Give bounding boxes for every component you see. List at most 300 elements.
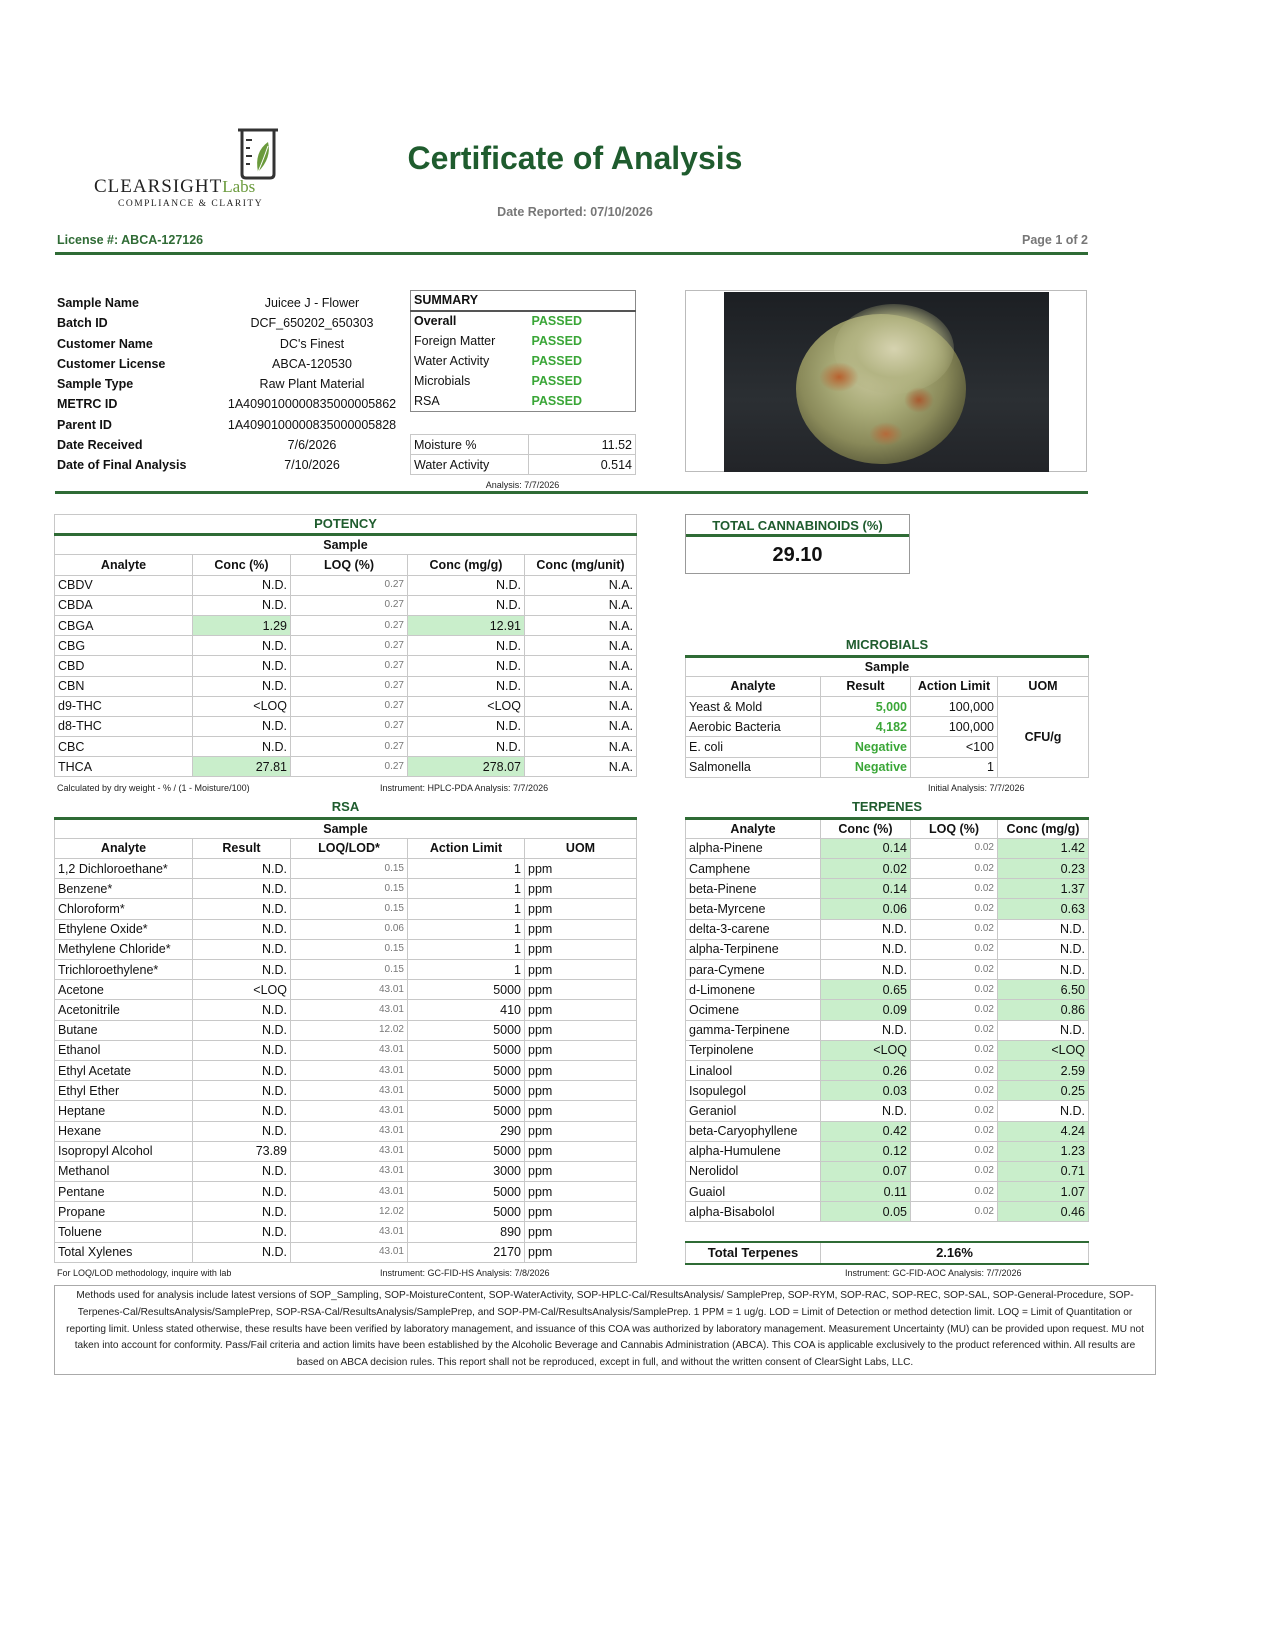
analyte-name: CBGA — [55, 615, 193, 635]
table-row — [55, 919, 637, 939]
sample-info-row — [57, 334, 412, 354]
conc-mg-g: N.D. — [998, 960, 1089, 980]
loq-value: 0.02 — [911, 1000, 998, 1020]
loq-value: 0.02 — [911, 919, 998, 939]
table-row — [55, 1121, 637, 1141]
uom-value: ppm — [525, 939, 637, 959]
loq-value: 43.01 — [291, 1101, 408, 1121]
conc-mg-g: N.D. — [998, 939, 1089, 959]
conc-mg-unit: N.A. — [525, 575, 637, 595]
analyte-name: alpha-Pinene — [686, 838, 821, 858]
loq-value: 0.02 — [911, 1101, 998, 1121]
loq-value: 0.15 — [291, 960, 408, 980]
loq-value: 0.02 — [911, 1081, 998, 1101]
table-row — [55, 696, 637, 716]
logo-tagline: COMPLIANCE & CLARITY — [118, 199, 264, 209]
conc-mg-g: 0.23 — [998, 859, 1089, 879]
conc-percent: <LOQ — [821, 1040, 911, 1060]
sample-info — [57, 293, 412, 476]
loq-value: 0.02 — [911, 939, 998, 959]
analyte-name: Acetone — [55, 980, 193, 1000]
table-row — [686, 1040, 1089, 1060]
microbial-result: 4,182 — [821, 717, 911, 737]
loq-value: 0.02 — [911, 1121, 998, 1141]
summary-status: PASSED — [531, 394, 582, 409]
loq-value: 0.27 — [291, 737, 408, 757]
conc-mg-g: N.D. — [408, 676, 525, 696]
potency-note-right: Instrument: HPLC-PDA Analysis: 7/7/2026 — [380, 783, 549, 793]
analyte-name: CBDA — [55, 595, 193, 615]
summary-label: Foreign Matter — [414, 333, 496, 348]
loq-value: 0.02 — [911, 1141, 998, 1161]
analyte-name: delta-3-carene — [686, 919, 821, 939]
table-row — [55, 1000, 637, 1020]
action-limit: 2170 — [408, 1242, 525, 1262]
analyte-name: Ethyl Acetate — [55, 1060, 193, 1080]
sample-info-row — [57, 435, 412, 455]
table-row — [686, 1101, 1089, 1121]
table-row — [686, 1000, 1089, 1020]
table-row — [686, 899, 1089, 919]
rsa-result: N.D. — [193, 1101, 291, 1121]
loq-value: 0.27 — [291, 757, 408, 777]
total-cannabinoids-title: TOTAL CANNABINOIDS (%) — [686, 515, 909, 537]
action-limit: 100,000 — [911, 697, 998, 717]
rsa-result: N.D. — [193, 899, 291, 919]
conc-mg-g: N.D. — [998, 1101, 1089, 1121]
conc-percent: 0.12 — [821, 1141, 911, 1161]
terpenes-table — [685, 798, 1089, 1222]
summary-analysis-note: Analysis: 7/7/2026 — [485, 480, 560, 490]
analyte-name: Ocimene — [686, 1000, 821, 1020]
column-header: Analyte — [55, 838, 193, 858]
column-header-row — [55, 838, 637, 858]
action-limit: 1 — [911, 757, 998, 777]
summary-row — [411, 371, 636, 391]
table-row — [55, 1182, 637, 1202]
conc-mg-unit: N.A. — [525, 737, 637, 757]
analyte-name: Ethanol — [55, 1040, 193, 1060]
loq-value: 0.06 — [291, 919, 408, 939]
conc-percent: <LOQ — [193, 696, 291, 716]
column-header: Conc (%) — [821, 818, 911, 838]
loq-value: 0.27 — [291, 676, 408, 696]
conc-mg-g: 0.63 — [998, 899, 1089, 919]
conc-percent: 0.09 — [821, 1000, 911, 1020]
table-row — [55, 859, 637, 879]
action-limit: 5000 — [408, 1182, 525, 1202]
table-row — [55, 1222, 637, 1242]
conc-percent: N.D. — [821, 1101, 911, 1121]
analyte-name: Ethylene Oxide* — [55, 919, 193, 939]
conc-mg-g: <LOQ — [408, 696, 525, 716]
summary-label: Water Activity — [414, 354, 490, 369]
rsa-note-left: For LOQ/LOD methodology, inquire with lab — [57, 1268, 232, 1278]
action-limit: 100,000 — [911, 717, 998, 737]
conc-percent: 0.14 — [821, 838, 911, 858]
analyte-name: Acetonitrile — [55, 1000, 193, 1020]
rsa-result: N.D. — [193, 879, 291, 899]
action-limit: 1 — [408, 960, 525, 980]
conc-mg-g: 0.71 — [998, 1161, 1089, 1181]
uom-value: ppm — [525, 1000, 637, 1020]
table-row — [686, 1202, 1089, 1222]
analyte-name: Methanol — [55, 1161, 193, 1181]
conc-percent: N.D. — [193, 575, 291, 595]
water-activity-label: Water Activity — [411, 455, 529, 475]
action-limit: 1 — [408, 939, 525, 959]
column-header: LOQ (%) — [291, 555, 408, 575]
summary-row — [411, 331, 636, 351]
loq-value: 0.15 — [291, 899, 408, 919]
action-limit: 410 — [408, 1000, 525, 1020]
summary-table — [410, 290, 636, 412]
sample-info-value: 1A4090100000835000005862 — [227, 397, 397, 412]
column-header: UOM — [998, 676, 1089, 696]
analyte-name: Yeast & Mold — [686, 697, 821, 717]
analyte-name: 1,2 Dichloroethane* — [55, 859, 193, 879]
potency-table — [54, 514, 637, 777]
table-row — [55, 1040, 637, 1060]
action-limit: 5000 — [408, 1202, 525, 1222]
table-row — [55, 980, 637, 1000]
page-number: Page 1 of 2 — [1022, 233, 1088, 247]
uom-value: ppm — [525, 1060, 637, 1080]
analyte-name: gamma-Terpinene — [686, 1020, 821, 1040]
rsa-note-right: Instrument: GC-FID-HS Analysis: 7/8/2026 — [380, 1268, 550, 1278]
analyte-name: d8-THC — [55, 716, 193, 736]
conc-mg-g: 4.24 — [998, 1121, 1089, 1141]
summary-status: PASSED — [531, 374, 582, 389]
analyte-name: Chloroform* — [55, 899, 193, 919]
conc-percent: N.D. — [193, 716, 291, 736]
terpenes-title: TERPENES — [686, 798, 1089, 818]
rsa-title: RSA — [55, 798, 637, 818]
rsa-result: <LOQ — [193, 980, 291, 1000]
rsa-result: N.D. — [193, 1222, 291, 1242]
sample-info-row — [57, 354, 412, 374]
conc-percent: 0.65 — [821, 980, 911, 1000]
sample-info-label: Sample Type — [57, 377, 134, 392]
loq-value: 43.01 — [291, 1000, 408, 1020]
sample-info-label: Date of Final Analysis — [57, 458, 187, 473]
summary-label: Microbials — [414, 374, 471, 389]
table-row — [686, 1020, 1089, 1040]
water-activity-value: 0.514 — [529, 455, 636, 475]
table-row — [686, 1121, 1089, 1141]
rsa-result: N.D. — [193, 1121, 291, 1141]
action-limit: 5000 — [408, 1081, 525, 1101]
loq-value: 0.27 — [291, 656, 408, 676]
analyte-name: CBDV — [55, 575, 193, 595]
column-header: LOQ/LOD* — [291, 838, 408, 858]
action-limit: 890 — [408, 1222, 525, 1242]
column-header: Analyte — [686, 818, 821, 838]
microbial-result: 5,000 — [821, 697, 911, 717]
uom-value: ppm — [525, 960, 637, 980]
conc-percent: 0.07 — [821, 1161, 911, 1181]
rsa-table — [54, 798, 637, 1263]
analyte-name: Guaiol — [686, 1182, 821, 1202]
analyte-name: Hexane — [55, 1121, 193, 1141]
conc-mg-g: 1.23 — [998, 1141, 1089, 1161]
table-row — [55, 575, 637, 595]
conc-mg-g: N.D. — [408, 737, 525, 757]
conc-mg-g: 1.42 — [998, 838, 1089, 858]
action-limit: 290 — [408, 1121, 525, 1141]
uom-value: ppm — [525, 1101, 637, 1121]
conc-mg-g: N.D. — [408, 656, 525, 676]
table-row — [686, 859, 1089, 879]
loq-value: 43.01 — [291, 1161, 408, 1181]
conc-mg-g: 6.50 — [998, 980, 1089, 1000]
rsa-result: N.D. — [193, 1242, 291, 1262]
column-header: UOM — [525, 838, 637, 858]
conc-mg-unit: N.A. — [525, 615, 637, 635]
conc-mg-g: 1.37 — [998, 879, 1089, 899]
table-row — [686, 1081, 1089, 1101]
conc-percent: N.D. — [193, 737, 291, 757]
summary-row — [411, 311, 636, 331]
table-row — [55, 1081, 637, 1101]
conc-percent: 1.29 — [193, 615, 291, 635]
analyte-name: alpha-Bisabolol — [686, 1202, 821, 1222]
analyte-name: Methylene Chloride* — [55, 939, 193, 959]
uom-value: ppm — [525, 1202, 637, 1222]
analyte-name: Camphene — [686, 859, 821, 879]
loq-value: 0.02 — [911, 859, 998, 879]
analyte-name: CBC — [55, 737, 193, 757]
conc-mg-g: N.D. — [408, 716, 525, 736]
rsa-result: N.D. — [193, 1020, 291, 1040]
analyte-name: Benzene* — [55, 879, 193, 899]
sample-info-label: Parent ID — [57, 417, 112, 432]
table-row — [686, 919, 1089, 939]
conc-percent: N.D. — [193, 676, 291, 696]
summary-row — [411, 391, 636, 411]
loq-value: 0.02 — [911, 1202, 998, 1222]
conc-mg-unit: N.A. — [525, 636, 637, 656]
conc-mg-g: 12.91 — [408, 615, 525, 635]
analyte-name: Aerobic Bacteria — [686, 717, 821, 737]
loq-value: 43.01 — [291, 1081, 408, 1101]
loq-value: 0.02 — [911, 1161, 998, 1181]
conc-mg-g: 0.46 — [998, 1202, 1089, 1222]
sample-info-row — [57, 455, 412, 475]
date-reported: Date Reported: 07/10/2026 — [497, 205, 653, 219]
table-row — [55, 1101, 637, 1121]
logo-wordmark: CLEARSIGHTLabs — [94, 176, 256, 197]
loq-value: 0.27 — [291, 716, 408, 736]
table-row — [55, 939, 637, 959]
total-terpenes-value: 2.16% — [821, 1242, 1089, 1264]
rsa-result: N.D. — [193, 960, 291, 980]
microbials-title: MICROBIALS — [686, 636, 1089, 656]
table-row — [55, 1141, 637, 1161]
sample-info-row — [57, 293, 412, 313]
sample-info-value: DCF_650202_650303 — [250, 316, 374, 331]
summary-status: PASSED — [531, 354, 582, 369]
table-row — [55, 757, 637, 777]
analyte-name: alpha-Terpinene — [686, 939, 821, 959]
loq-value: 12.02 — [291, 1020, 408, 1040]
loq-value: 0.02 — [911, 980, 998, 1000]
microbial-result: Negative — [821, 757, 911, 777]
table-row — [686, 879, 1089, 899]
loq-value: 0.27 — [291, 636, 408, 656]
conc-percent: 0.06 — [821, 899, 911, 919]
conc-percent: 0.14 — [821, 879, 911, 899]
analyte-name: d9-THC — [55, 696, 193, 716]
uom-value: ppm — [525, 1040, 637, 1060]
column-header: Conc (mg/g) — [998, 818, 1089, 838]
table-row — [55, 1202, 637, 1222]
sample-info-value: 7/6/2026 — [287, 438, 337, 453]
analyte-name: beta-Myrcene — [686, 899, 821, 919]
conc-mg-g: 1.07 — [998, 1182, 1089, 1202]
loq-value: 0.27 — [291, 615, 408, 635]
loq-value: 43.01 — [291, 1121, 408, 1141]
microbials-note: Initial Analysis: 7/7/2026 — [928, 783, 1025, 793]
analyte-name: E. coli — [686, 737, 821, 757]
moisture-table — [410, 434, 636, 475]
table-row — [686, 980, 1089, 1000]
analyte-name: Linalool — [686, 1060, 821, 1080]
conc-mg-g: 0.86 — [998, 1000, 1089, 1020]
sample-info-value: ABCA-120530 — [272, 356, 352, 371]
analyte-name: Terpinolene — [686, 1040, 821, 1060]
column-header: Analyte — [686, 676, 821, 696]
conc-percent: 27.81 — [193, 757, 291, 777]
loq-value: 12.02 — [291, 1202, 408, 1222]
loq-value: 0.02 — [911, 1060, 998, 1080]
loq-value: 0.02 — [911, 838, 998, 858]
table-row — [55, 1242, 637, 1262]
conc-percent: N.D. — [193, 595, 291, 615]
potency-title: POTENCY — [55, 515, 637, 535]
table-row — [686, 939, 1089, 959]
rsa-result: N.D. — [193, 1161, 291, 1181]
column-header: Action Limit — [911, 676, 998, 696]
action-limit: 1 — [408, 879, 525, 899]
sample-info-label: Sample Name — [57, 296, 139, 310]
analyte-name: Toluene — [55, 1222, 193, 1242]
summary-row — [411, 351, 636, 371]
methods-disclaimer: Methods used for analysis include latest versions of SOP_Sampling, SOP-MoistureContent, SOP-WaterActivity, SOP-HPLC-Cal/ResultsAnalysis/ SamplePrep, SOP-RYM, SOP-RAC, SOP-REC, SOP-SAL, SOP-General-Procedure, SOP-Terpenes-Cal/ResultsAnalysis/SamplePrep, SOP-RSA-Cal/ResultsAnalysis/SamplePrep, and SOP-PM-Cal/ResultsAnalysis/SamplePrep. 1 PPM = 1 ug/g. LOD = Limit of Detection or method detection limit. LOQ = Limit of Quantitation or reporting limit. Unless stated otherwise, these results have been verified by laboratory management, and issuance of this COA was authorized by laboratory management. Measurement Uncertainty (MU) can be provided upon request. MU not taken into account for conformity. Pass/Fail criteria and action limits have been established by the Alcoholic Beverage and Cannabis Administration (ABCA). This COA is applicable exclusively to the product referenced within. All results are based on ABCA decision rules. This report shall not be reproduced, except in full, and without the written consent of ClearSight Labs, LLC. — [54, 1285, 1156, 1375]
microbials-table — [685, 636, 1089, 778]
summary-label: RSA — [414, 394, 440, 409]
uom-value: ppm — [525, 859, 637, 879]
conc-mg-g: N.D. — [998, 919, 1089, 939]
analyte-name: Pentane — [55, 1182, 193, 1202]
analyte-name: Ethyl Ether — [55, 1081, 193, 1101]
action-limit: 5000 — [408, 1101, 525, 1121]
rsa-result: N.D. — [193, 1081, 291, 1101]
analyte-name: CBG — [55, 636, 193, 656]
summary-title: SUMMARY — [411, 291, 636, 311]
total-terpenes-row — [685, 1241, 1089, 1265]
sample-photo-frame — [685, 290, 1087, 472]
rsa-result: N.D. — [193, 1040, 291, 1060]
table-row — [55, 899, 637, 919]
potency-sample-label: Sample — [55, 535, 637, 555]
action-limit: <100 — [911, 737, 998, 757]
table-row — [686, 1161, 1089, 1181]
analyte-name: Isopulegol — [686, 1081, 821, 1101]
uom-value: CFU/g — [998, 697, 1089, 778]
rsa-result: N.D. — [193, 859, 291, 879]
loq-value: 43.01 — [291, 1222, 408, 1242]
table-row — [686, 697, 1089, 717]
conc-mg-unit: N.A. — [525, 595, 637, 615]
analyte-name: CBN — [55, 676, 193, 696]
rsa-result: N.D. — [193, 1182, 291, 1202]
action-limit: 5000 — [408, 980, 525, 1000]
uom-value: ppm — [525, 899, 637, 919]
conc-mg-unit: N.A. — [525, 757, 637, 777]
action-limit: 3000 — [408, 1161, 525, 1181]
conc-percent: 0.42 — [821, 1121, 911, 1141]
rsa-result: N.D. — [193, 1060, 291, 1080]
conc-mg-g: <LOQ — [998, 1040, 1089, 1060]
sample-info-label: METRC ID — [57, 397, 118, 412]
terpenes-note: Instrument: GC-FID-AOC Analysis: 7/7/2026 — [845, 1268, 1022, 1278]
total-cannabinoids-value: 29.10 — [772, 544, 823, 566]
analyte-name: para-Cymene — [686, 960, 821, 980]
action-limit: 5000 — [408, 1020, 525, 1040]
uom-value: ppm — [525, 919, 637, 939]
table-row — [55, 676, 637, 696]
column-header: Action Limit — [408, 838, 525, 858]
uom-value: ppm — [525, 1161, 637, 1181]
summary-status: PASSED — [531, 314, 582, 329]
rsa-result: N.D. — [193, 1202, 291, 1222]
sample-info-value: 7/10/2026 — [284, 458, 340, 473]
action-limit: 1 — [408, 859, 525, 879]
page-title: Certificate of Analysis — [407, 140, 743, 176]
conc-mg-g: N.D. — [998, 1020, 1089, 1040]
rsa-result: N.D. — [193, 1000, 291, 1020]
column-header: Analyte — [55, 555, 193, 575]
column-header-row — [686, 818, 1089, 838]
total-cannabinoids-box — [685, 514, 910, 574]
conc-mg-g: N.D. — [408, 575, 525, 595]
summary-label: Overall — [414, 314, 457, 329]
table-row — [55, 960, 637, 980]
sample-info-row — [57, 394, 412, 414]
column-header: Conc (mg/unit) — [525, 555, 637, 575]
table-row — [686, 838, 1089, 858]
loq-value: 43.01 — [291, 1040, 408, 1060]
table-row — [55, 716, 637, 736]
conc-mg-g: 0.25 — [998, 1081, 1089, 1101]
conc-percent: N.D. — [821, 919, 911, 939]
conc-percent: N.D. — [821, 1020, 911, 1040]
table-row — [55, 636, 637, 656]
column-header: Conc (%) — [193, 555, 291, 575]
sample-info-label: Batch ID — [57, 316, 108, 331]
sample-info-value: Raw Plant Material — [259, 377, 365, 392]
column-header: Conc (mg/g) — [408, 555, 525, 575]
summary-status: PASSED — [531, 333, 582, 348]
sample-info-label: Customer License — [57, 356, 166, 371]
sample-info-row — [57, 313, 412, 333]
table-row — [55, 1161, 637, 1181]
column-header-row — [686, 676, 1089, 696]
total-terpenes-label: Total Terpenes — [686, 1242, 821, 1264]
conc-percent: N.D. — [821, 960, 911, 980]
analyte-name: Total Xylenes — [55, 1242, 193, 1262]
